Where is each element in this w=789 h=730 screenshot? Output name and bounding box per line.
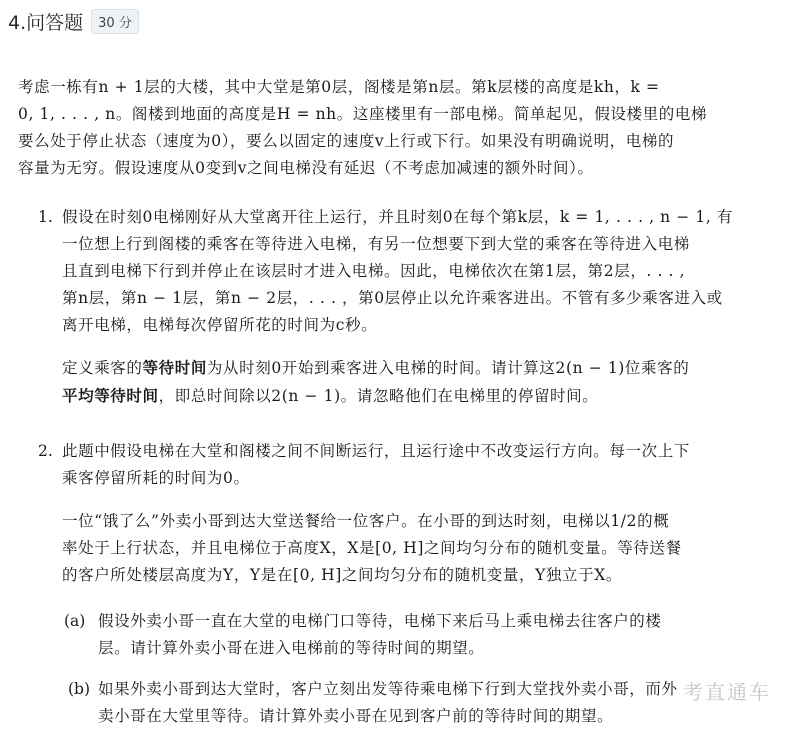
subquestion-b-label: (b) [68, 680, 91, 698]
def-bold-avg-waiting-time: 平均等待时间 [62, 386, 159, 405]
subquestion-a-text: 假设外卖小哥一直在大堂的电梯门口等待，电梯下来后马上乘电梯去往客户的楼 层。请计算外卖小哥在进入电梯前的等待时间的期望。 [98, 612, 662, 657]
def-mid: 为从时刻0开始到乘客进入电梯的时间。请计算这2(n − 1)位乘客的 [206, 359, 690, 377]
question-2-text: 此题中假设电梯在大堂和阁楼之间不间断运行，且运行途中不改变运行方向。每一次上下 乘客停留所耗的时间为0。 [62, 442, 690, 487]
watermark: 考直通车 [683, 680, 771, 704]
question-1-number: 1. [38, 208, 53, 226]
question-2-number: 2. [38, 442, 53, 460]
score-badge: 30 分 [91, 9, 139, 34]
subquestion-a-label: (a) [64, 612, 86, 630]
def-suffix: ，即总时间除以2(n − 1)。请忽略他们在电梯里的停留时间。 [158, 387, 599, 405]
question-2-scenario: 一位“饿了么”外卖小哥到达大堂送餐给一位客户。在小哥的到达时刻，电梯以1/2的概 率处于上行状态，并且电梯位于高度X，X是[0, H]之间均匀分布的随机变量。等待送餐 的客户所处楼层高度为Y，Y是在[0, H]之间均匀分布的随机变量，Y独立于X。 [62, 512, 682, 584]
question-header [8, 8, 139, 35]
def-prefix: 定义乘客的 [62, 359, 143, 377]
subquestion-b-text: 如果外卖小哥到达大堂时，客户立刻出发等待乘电梯下行到大堂找外卖小哥，而外 卖小哥在大堂里等待。请计算外卖小哥在见到客户前的等待时间的期望。 [98, 680, 678, 725]
problem-intro: 考虑一栋有n + 1层的大楼，其中大堂是第0层，阁楼是第n层。第k层楼的高度是kh，k = 0, 1, . . . , n。阁楼到地面的高度是H = nh。这座楼里有一部电梯。简单起见，假设楼里的电梯 要么处于停止状态（速度为0），要么以固定的速度v上行或下行。如果没有明确说明，电梯的 容量为无穷。假设速度从0变到v之间电梯没有延迟（不考虑加减速的额外时间）。 [18, 78, 708, 177]
def-bold-waiting-time: 等待时间 [142, 358, 207, 377]
question-1-definition [62, 354, 777, 410]
question-1-text: 假设在时刻0电梯刚好从大堂离开往上运行，并且时刻0在每个第k层，k = 1, . . . , n − 1, 有 一位想上行到阁楼的乘客在等待进入电梯，有另一位想要下到大堂的乘客在等待进入电梯 且直到电梯下行到并停止在该层时才进入电梯。因此，电梯依次在第1层，第2层，. . . , 第n层，第n − 1层，第n − 2层，. . . ，第0层停止以允许乘客进出。不管有多少乘客进入或 离开电梯，电梯每次停留所花的时间为c秒。 [62, 208, 734, 334]
question-title: 4.问答题 [8, 12, 84, 34]
